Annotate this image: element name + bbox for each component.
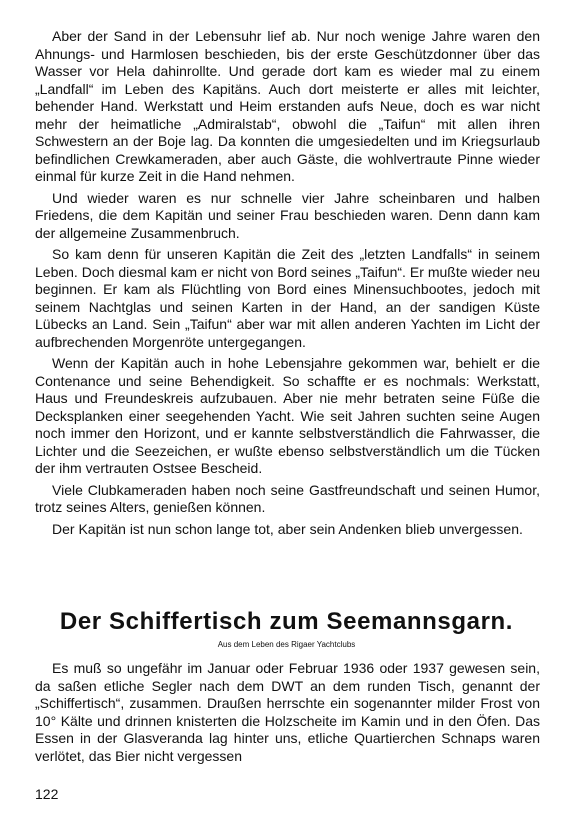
section-subtitle: Aus dem Leben des Rigaer Yachtclubs: [217, 640, 356, 649]
paragraph: So kam denn für unseren Kapitän die Zeit des „letzten Landfalls“ in seinem Leben. Doch diesmal kam er nicht von Bord seines „Taifun“. Er mußte wieder neu beginnen. Er kam als Flüchtling von Bord eines Minensuchbootes, jedoch mit seinem Nachtglas und seinen Karten in der Hand, an der sandigen Küste Lübecks an Land. Sein „Taifun“ aber war mit allen anderen Yachten im Licht der aufbrechenden Morgenröte untergegangen.: [35, 246, 540, 350]
section-title: Der Schiffertisch zum Seemannsgarn.: [59, 608, 514, 635]
paragraph: Es muß so ungefähr im Januar oder Februar 1936 oder 1937 gewesen sein, da saßen etliche Segler nach dem DWT an dem runden Tisch, genannt der „Schiffertisch“, zusammen. Draußen herrschte ein sogenannter milder Frost von 10° Kälte und drinnen knisterten die Holzscheite im Kamin und in den Öfen. Das Essen in der Glasveranda lag hinter uns, etliche Quartierchen Schnaps waren verlötet, das Bier nicht vergessen: [35, 660, 540, 764]
body-text-top: [35, 28, 540, 538]
body-text-bottom: [35, 660, 540, 765]
paragraph: Viele Clubkameraden haben noch seine Gastfreundschaft und seinen Humor, trotz seines Alters, genießen können.: [35, 481, 540, 515]
paragraph: Und wieder waren es nur schnelle vier Jahre scheinbaren und halben Friedens, die dem Kapitän und seiner Frau beschieden waren. Denn dann kam der allgemeine Zusammenbruch.: [35, 189, 540, 241]
paragraph: Wenn der Kapitän auch in hohe Lebensjahre gekommen war, behielt er die Contenance und seine Behendigkeit. So schaffte er es nochmals: Werkstatt, Haus und Freundeskreis aufzubauen. Aber nie mehr betraten seine Füße die Decksplanken einer seegehenden Yacht. Wie seit Jahren suchten seine Augen noch immer den Horizont, und er kannte selbstverständlich die Fahrwasser, die Lichter und die Seezeichen, er wußte ebenso selbstverständlich um die Tücken der ihm vertrauten Ostsee Bescheid.: [35, 355, 540, 476]
paragraph: Der Kapitän ist nun schon lange tot, aber sein Andenken blieb unvergessen.: [52, 520, 523, 537]
paragraph: Aber der Sand in der Lebensuhr lief ab. Nur noch wenige Jahre waren den Ahnungs- und Harmlosen beschieden, bis der erste Geschützdonner über das Wasser vor Hela dahinrollte. Und gerade dort kam es wieder mal zu einem „Landfall“ im Leben des Kapitäns. Auch dort meisterte er alles mit leichter, behender Hand. Werkstatt und Heim erstanden aufs Neue, doch es war nicht mehr der heimatliche „Admiralstab“, obwohl die „Taifun“ mit allen ihren Schwestern an der Boje lag. Da konnten die umgesiedelten und im Kriegsurlaub befindlichen Crewkameraden, aber auch Gäste, die wohlvertraute Pinne wieder einmal für kurze Zeit in die Hand nehmen.: [35, 28, 540, 184]
page-number: 122: [35, 786, 59, 802]
